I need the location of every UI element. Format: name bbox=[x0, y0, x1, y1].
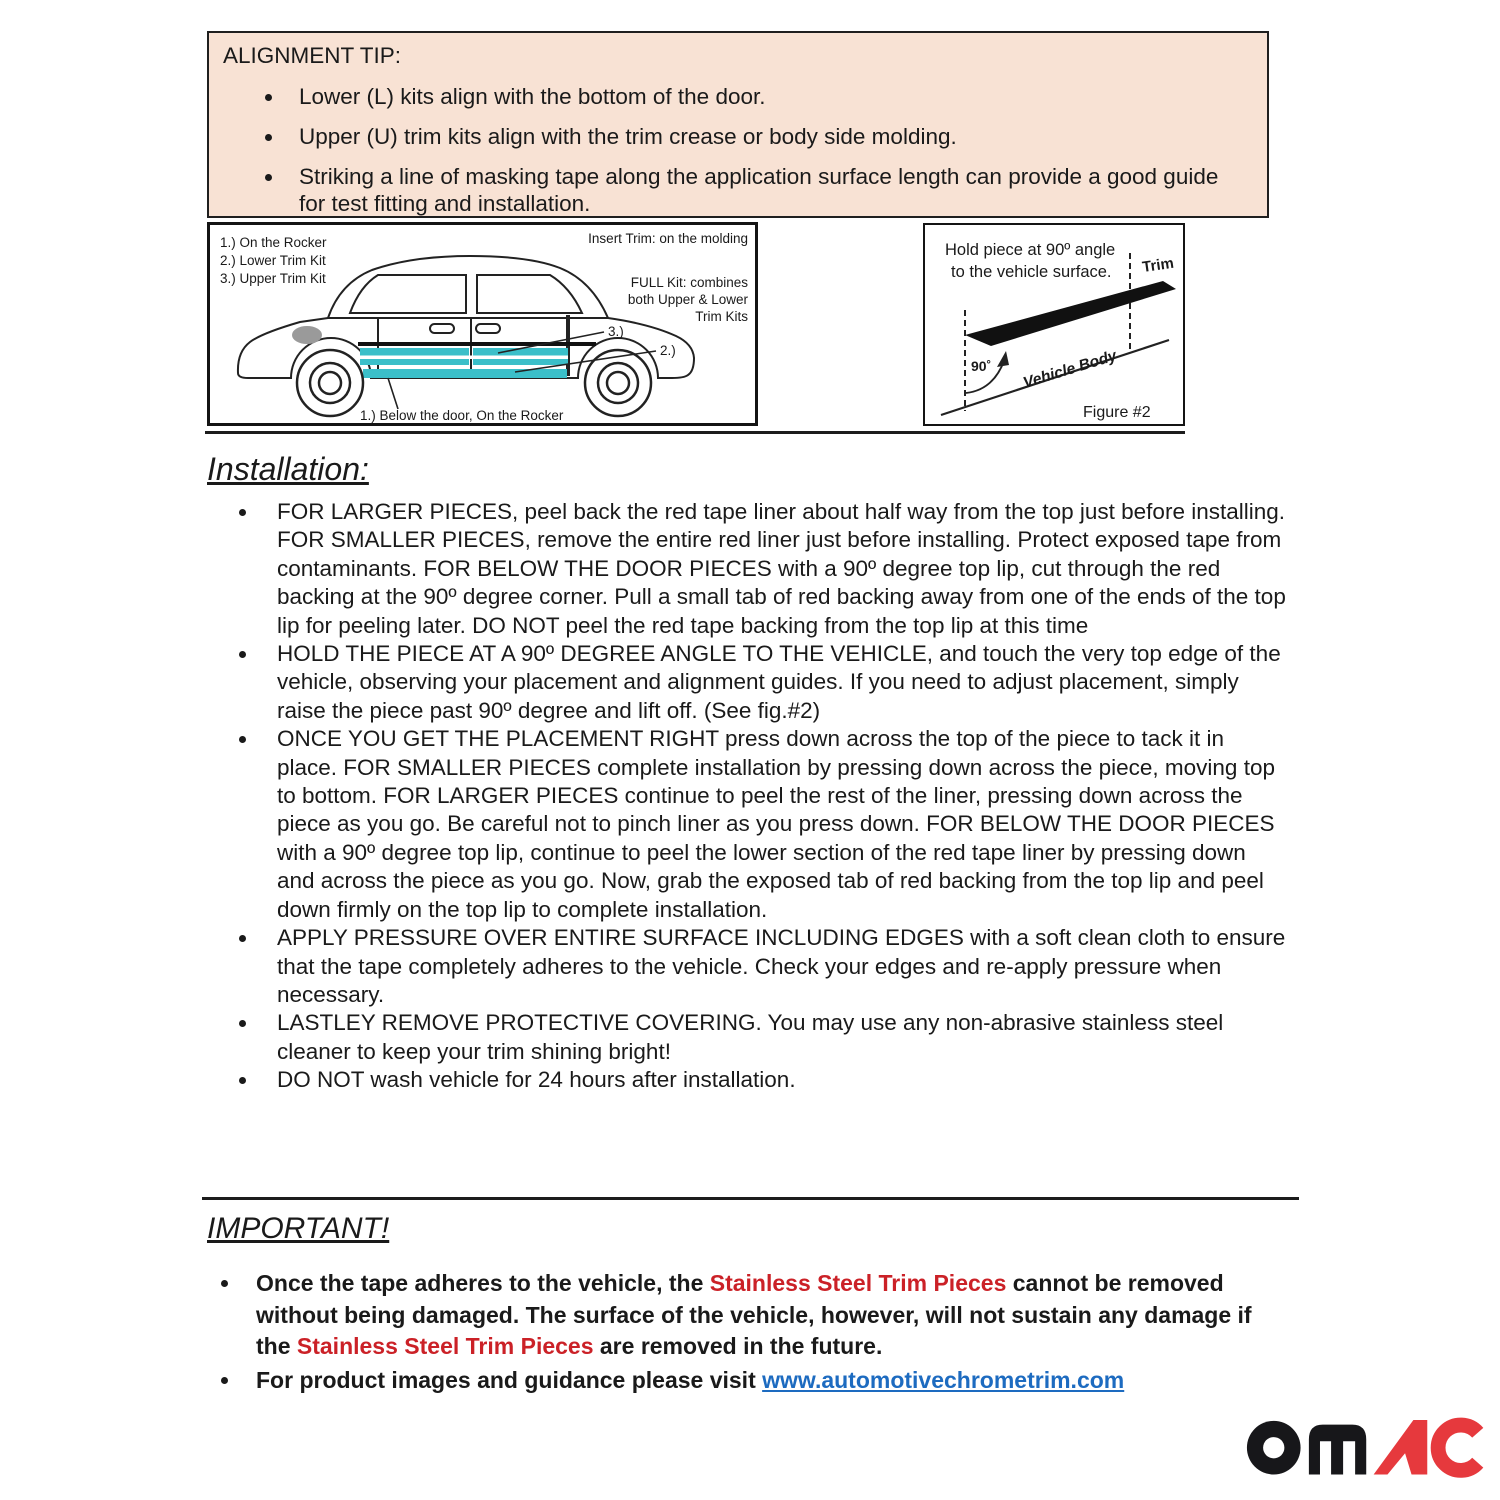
car-legend-line-1: 1.) On the Rocker bbox=[220, 235, 327, 250]
installation-step: • ONCE YOU GET THE PLACEMENT RIGHT press down across the top of the piece to tack it in place. FOR SMALLER PIECES complete installation by pressing down across the piece, moving top to bottom. FOR LARGER PIECES continue to peel the rest of the liner, pressing down across the piece as you go. Be careful not to pinch liner as you press down. FOR BELOW THE DOOR PIECES with a 90º degree top lip, continue to peel the lower section of the red tape liner by pressing down and across the piece as you go. Now, grab the exposed tab of red backing from the top lip and peel down firmly on the top lip to complete installation. bbox=[259, 725, 1289, 924]
full-kit-note-1: FULL Kit: combines bbox=[630, 275, 748, 290]
installation-step: • HOLD THE PIECE AT A 90º DEGREE ANGLE TO THE VEHICLE, and touch the very top edge of the vehicle, observing your placement and alignment guides. If you need to adjust placement, simply raise the piece past 90º degree and lift off. (See fig.#2) bbox=[259, 640, 1289, 725]
figure2-caption-2: to the vehicle surface. bbox=[951, 263, 1112, 281]
important-heading: IMPORTANT! bbox=[207, 1212, 390, 1245]
important-text: For product images and guidance please visit bbox=[256, 1366, 763, 1393]
alignment-tip-item: • Upper (U) trim kits align with the trim crease or body side molding. bbox=[285, 123, 1249, 150]
vehicle-body-label: Vehicle Body bbox=[1021, 347, 1119, 392]
insert-trim-note: Insert Trim: on the molding bbox=[588, 231, 748, 246]
alignment-tip-box bbox=[207, 31, 1269, 218]
omac-logo-svg bbox=[1246, 1398, 1492, 1490]
angle-90-label: 90˚ bbox=[971, 358, 992, 374]
fender-blob bbox=[292, 326, 322, 344]
alignment-tip-title: ALIGNMENT TIP: bbox=[223, 43, 401, 68]
figure2-label: Figure #2 bbox=[1083, 404, 1151, 421]
website-link[interactable]: www.automotivechrometrim.com bbox=[762, 1366, 1125, 1393]
car-trim-diagram-figure bbox=[207, 222, 758, 426]
installation-heading: Installation: bbox=[207, 451, 369, 487]
alignment-tip-list bbox=[223, 83, 1249, 217]
important-text: are removed in the future. bbox=[593, 1333, 883, 1359]
figures-divider-rule bbox=[205, 431, 1185, 434]
trim-label: Trim bbox=[1141, 254, 1175, 276]
omac-logo-ac bbox=[1374, 1420, 1478, 1475]
installation-step: • FOR LARGER PIECES, peel back the red tape liner about half way from the top just before installing. FOR SMALLER PIECES, remove the entire red liner just before installing. Protect exposed tape from contaminants. FOR BELOW THE DOOR PIECES with a 90º degree top lip, cut through the red backing at the 90º degree corner. Pull a small tab of red backing away from one of the ends of the top lip for peeling later. DO NOT peel the red tape backing from the top lip at this time bbox=[259, 498, 1289, 640]
omac-logo bbox=[1246, 1398, 1492, 1490]
installation-step: • DO NOT wash vehicle for 24 hours after installation. bbox=[259, 1066, 1289, 1094]
car-trim-diagram-svg bbox=[210, 225, 755, 423]
figure2-box bbox=[923, 223, 1185, 426]
trim-bands bbox=[360, 348, 568, 378]
alignment-tip-item: • Lower (L) kits align with the bottom of the door. bbox=[285, 83, 1249, 110]
angle-arrowhead bbox=[997, 351, 1009, 367]
car-legend-line-2: 2.) Lower Trim Kit bbox=[220, 253, 326, 268]
full-kit-note-3: Trim Kits bbox=[695, 309, 748, 324]
installation-step: • APPLY PRESSURE OVER ENTIRE SURFACE INCLUDING EDGES with a soft clean cloth to ensure that the tape completely adheres to the vehicle. Check your edges and re-apply pressure when necessary. bbox=[259, 924, 1289, 1009]
important-red-text: Stainless Steel Trim Pieces bbox=[709, 1270, 1007, 1296]
callout-3-label: 3.) bbox=[608, 324, 624, 339]
full-kit-note-2: both Upper & Lower bbox=[627, 292, 748, 307]
figure2-svg bbox=[925, 225, 1183, 424]
important-text: Once the tape adheres to the vehicle, the bbox=[256, 1270, 710, 1296]
alignment-tip-item: • Striking a line of masking tape along the application surface length can provide a good guide for test fitting and installation. bbox=[285, 163, 1249, 217]
car-legend-line-3: 3.) Upper Trim Kit bbox=[220, 271, 326, 286]
important-list bbox=[222, 1268, 1288, 1398]
callout-1-label: 1.) Below the door, On the Rocker bbox=[360, 408, 564, 423]
important-text: cannot be removed without being damaged. The surface of the vehicle, however, will not sustain any damage if the bbox=[256, 1270, 1252, 1359]
figure2-caption-1: Hold piece at 90º angle bbox=[945, 241, 1116, 259]
important-divider-rule bbox=[202, 1197, 1299, 1200]
important-item bbox=[242, 1268, 1288, 1363]
trim-piece-shape bbox=[965, 281, 1176, 346]
important-red-text: Stainless Steel Trim Pieces bbox=[296, 1333, 594, 1359]
installation-step: • LASTLEY REMOVE PROTECTIVE COVERING. You may use any non-abrasive stainless steel cleaner to keep your trim shining bright! bbox=[259, 1009, 1289, 1066]
important-item bbox=[242, 1365, 1288, 1397]
installation-list bbox=[237, 498, 1289, 1095]
callout-1-line bbox=[388, 378, 398, 409]
omac-logo-om bbox=[1247, 1421, 1366, 1475]
callout-2-label: 2.) bbox=[660, 343, 676, 358]
